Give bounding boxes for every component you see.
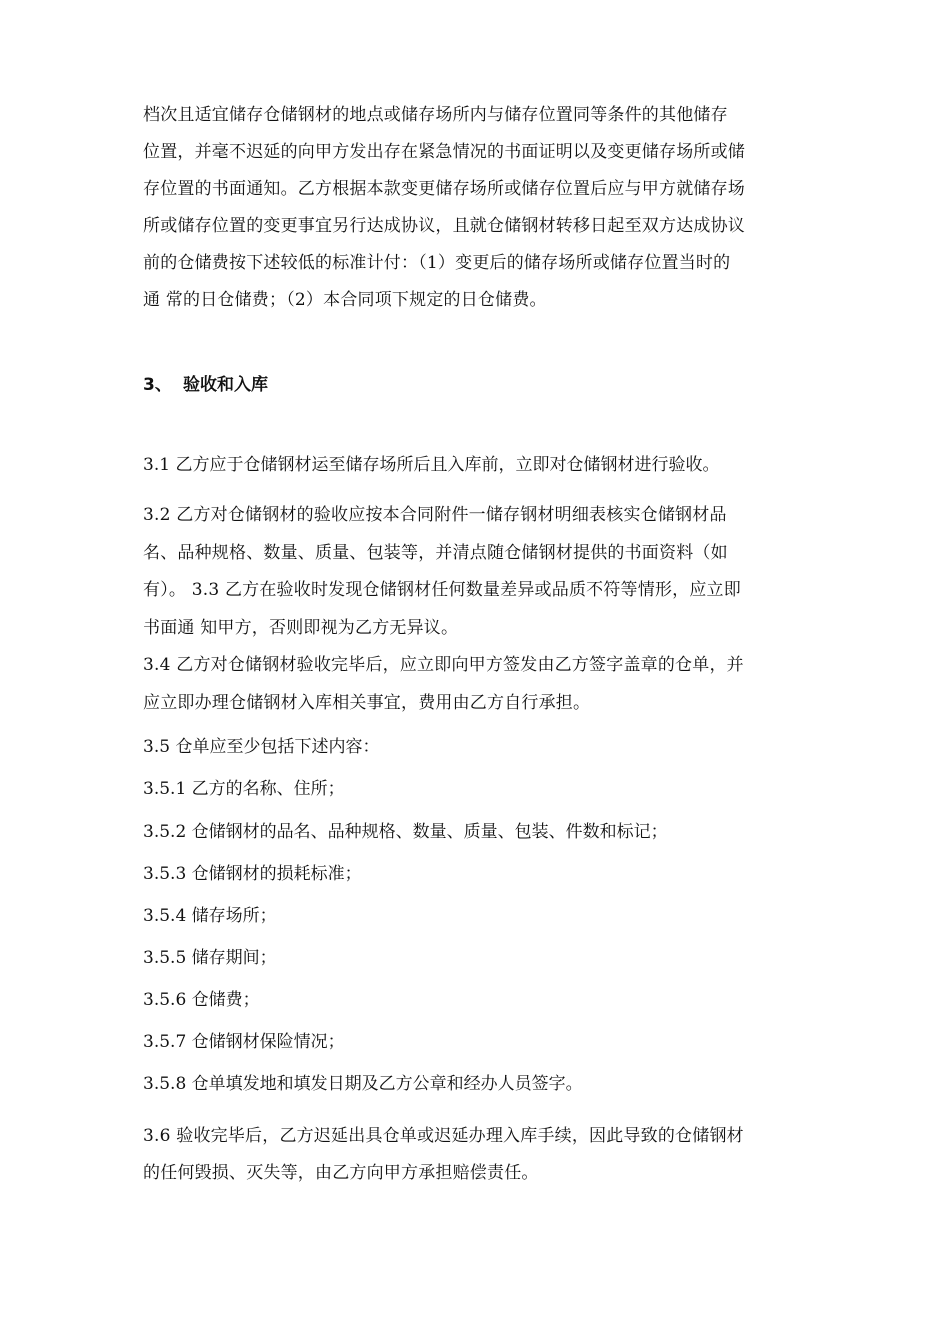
intro-paragraph (143, 97, 815, 319)
paragraph-line: 应立即办理仓储钢材入库相关事宜，费用由乙方自行承担。 (143, 692, 591, 713)
paragraph-line: 书面通 知甲方，否则即视为乙方无异议。 (143, 617, 459, 638)
paragraph-line: 通 常的日仓储费；（2）本合同项下规定的日仓储费。 (143, 290, 547, 310)
paragraph-line: 3.4 乙方对仓储钢材验收完毕后，应立即向甲方签发由乙方签字盖章的仓单，并 (143, 655, 744, 675)
section-number: 3、 (143, 375, 172, 395)
paragraph-line: 档次且适宜储存仓储钢材的地点或储存场所内与储存位置同等条件的其他储存 (143, 105, 728, 125)
clause-3-5-4: 3.5.4 储存场所； (143, 906, 277, 926)
clause-3-6 (143, 1118, 815, 1192)
clause-3-5-2: 3.5.2 仓储钢材的品名、品种规格、数量、质量、包装、件数和标记； (143, 822, 668, 842)
clause-3-5-8: 3.5.8 仓单填发地和填发日期及乙方公章和经办人员签字。 (143, 1074, 583, 1094)
section-heading (143, 371, 268, 399)
paragraph-line: 的任何毁损、灭失等，由乙方向甲方承担赔偿责任。 (143, 1163, 539, 1183)
clause-3-5-1: 3.5.1 乙方的名称、住所； (143, 779, 345, 799)
section-title: 验收和入库 (183, 375, 268, 395)
paragraph-line: 存位置的书面通知。乙方根据本款变更储存场所或储存位置后应与甲方就储存场 (143, 179, 745, 199)
paragraph-line: 前的仓储费按下述较低的标准计付：（1）变更后的储存场所或储存位置当时的 (143, 253, 731, 273)
clause-3-5-5: 3.5.5 储存期间； (143, 948, 277, 968)
paragraph-line: 3.6 验收完毕后，乙方迟延出具仓单或迟延办理入库手续，因此导致的仓储钢材 (143, 1126, 744, 1146)
clause-3-1: 3.1 乙方应于仓储钢材运至储存场所后且入库前，立即对仓储钢材进行验收。 (143, 455, 720, 475)
paragraph-line: 3.2 乙方对仓储钢材的验收应按本合同附件一储存钢材明细表核实仓储钢材品 (143, 505, 727, 525)
paragraph-line: 所或储存位置的变更事宜另行达成协议，且就仓储钢材转移日起至双方达成协议 (143, 216, 745, 236)
paragraph-line: 有）。 3.3 乙方在验收时发现仓储钢材任何数量差异或品质不符等情形，应立即 (143, 580, 741, 600)
clause-3-5-3: 3.5.3 仓储钢材的损耗标准； (143, 864, 362, 884)
paragraph-line: 位置，并毫不迟延的向甲方发出存在紧急情况的书面证明以及变更储存场所或储 (143, 142, 745, 162)
clause-3-5-6: 3.5.6 仓储费； (143, 990, 260, 1010)
clause-3-2-to-3-4 (143, 497, 815, 722)
paragraph-line: 名、品种规格、数量、质量、包装等，并清点随仓储钢材提供的书面资料（如 (143, 542, 728, 563)
clause-3-5-7: 3.5.7 仓储钢材保险情况； (143, 1032, 345, 1052)
clause-3-5: 3.5 仓单应至少包括下述内容： (143, 737, 380, 757)
